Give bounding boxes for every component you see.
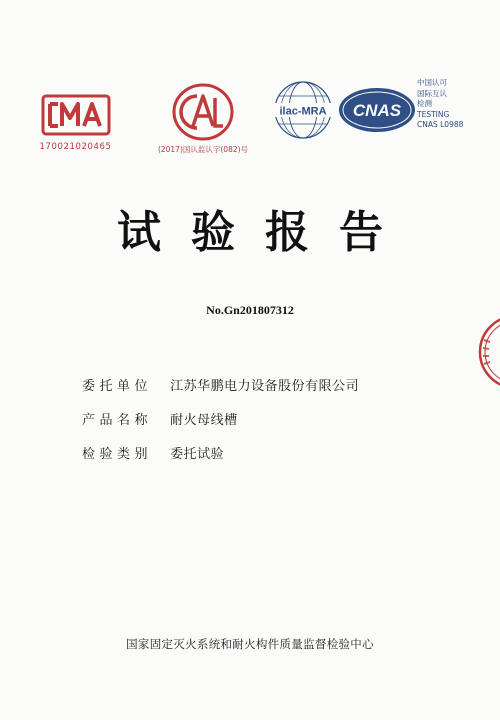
svg-text:CNAS: CNAS <box>352 101 402 120</box>
ilac-globe-icon <box>268 78 338 142</box>
cnas-line: 国际互认 <box>417 88 447 98</box>
field-label: 委托单位 <box>82 379 153 394</box>
report-title: 试验报告 <box>117 207 413 258</box>
field-test-type <box>82 443 224 462</box>
cnas-logo <box>337 84 417 140</box>
cnas-mark-icon <box>337 84 417 136</box>
issuing-center: 国家固定灭火系统和耐火构件质量监督检验中心 <box>126 637 374 651</box>
svg-text:ilac-MRA: ilac-MRA <box>279 105 327 118</box>
field-value: 耐火母线槽 <box>170 413 238 428</box>
cma-logo <box>33 92 118 152</box>
cnas-accreditation-text <box>417 78 463 131</box>
field-label: 产品名称 <box>82 413 153 428</box>
field-value: 江苏华鹏电力设备股份有限公司 <box>170 379 360 394</box>
cma-mark-icon <box>40 92 112 140</box>
field-client <box>82 375 359 394</box>
cal-number: (2017)国认监认字(082)号 <box>157 145 249 154</box>
red-seal-stamp <box>476 312 500 392</box>
field-label: 检验类别 <box>82 447 153 462</box>
cnas-line: TESTING <box>417 109 450 119</box>
ilac-mra-logo <box>268 78 338 146</box>
report-number: No.Gn201807312 <box>206 303 294 317</box>
cnas-line: 中国认可 <box>417 78 447 87</box>
cal-logo <box>143 82 263 155</box>
cnas-line: 检测 <box>417 99 432 108</box>
field-value: 委托试验 <box>170 447 225 462</box>
field-product <box>82 409 238 428</box>
cal-mark-icon <box>171 82 235 142</box>
cma-number: 170021020465 <box>39 142 112 152</box>
cnas-line: CNAS L0988 <box>417 120 464 129</box>
